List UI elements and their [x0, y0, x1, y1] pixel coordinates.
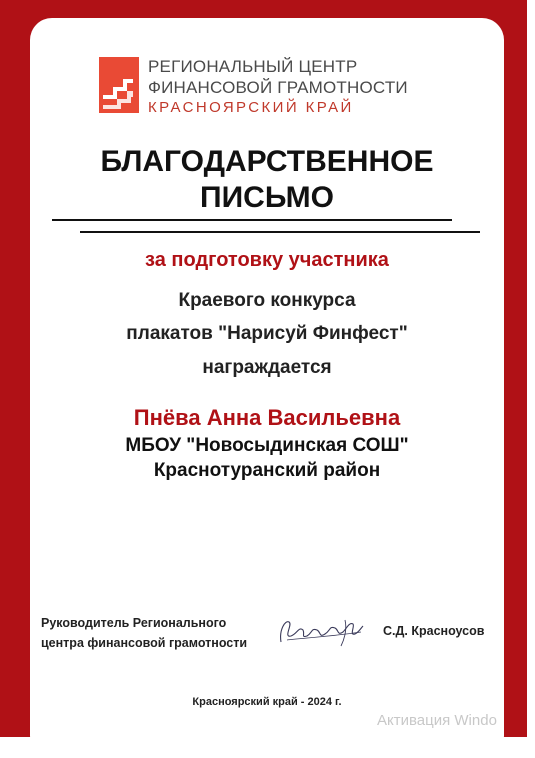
body-line-1: Краевого конкурса	[178, 290, 356, 311]
footer: Красноярский край - 2024 г.	[192, 696, 342, 708]
windows-activation-watermark: Активация Windo	[377, 712, 497, 729]
body-line-2: плакатов "Нарисуй Финфест"	[126, 323, 408, 344]
title-line-2: ПИСЬМО	[200, 181, 334, 214]
signer-role	[41, 613, 247, 653]
recipient-school: МБОУ "Новосыдинская СОШ"	[125, 435, 409, 456]
title-line-1: БЛАГОДАРСТВЕННОЕ	[100, 145, 434, 178]
signer-role-line-1: Руководитель Регионального	[41, 616, 227, 630]
logo-line-2: ФИНАНСОВОЙ ГРАМОТНОСТИ	[148, 78, 408, 97]
handwritten-signature-icon	[275, 612, 367, 652]
logo-text	[148, 56, 408, 117]
title-divider-2	[80, 231, 480, 233]
body-line-3: награждается	[202, 357, 332, 378]
financial-literacy-logo-icon	[99, 57, 139, 113]
title-divider-1	[52, 219, 452, 221]
signer-name: С.Д. Красноусов	[383, 624, 485, 638]
signer-role-line-2: центра финансовой грамотности	[41, 636, 248, 650]
recipient-name: Пнёва Анна Васильевна	[133, 405, 401, 430]
frame-gap	[527, 0, 535, 737]
logo-line-3: КРАСНОЯРСКИЙ КРАЙ	[148, 99, 354, 116]
logo-line-1: РЕГИОНАЛЬНЫЙ ЦЕНТР	[148, 57, 358, 76]
subtitle: за подготовку участника	[145, 249, 389, 271]
recipient-district: Краснотуранский район	[153, 460, 381, 481]
